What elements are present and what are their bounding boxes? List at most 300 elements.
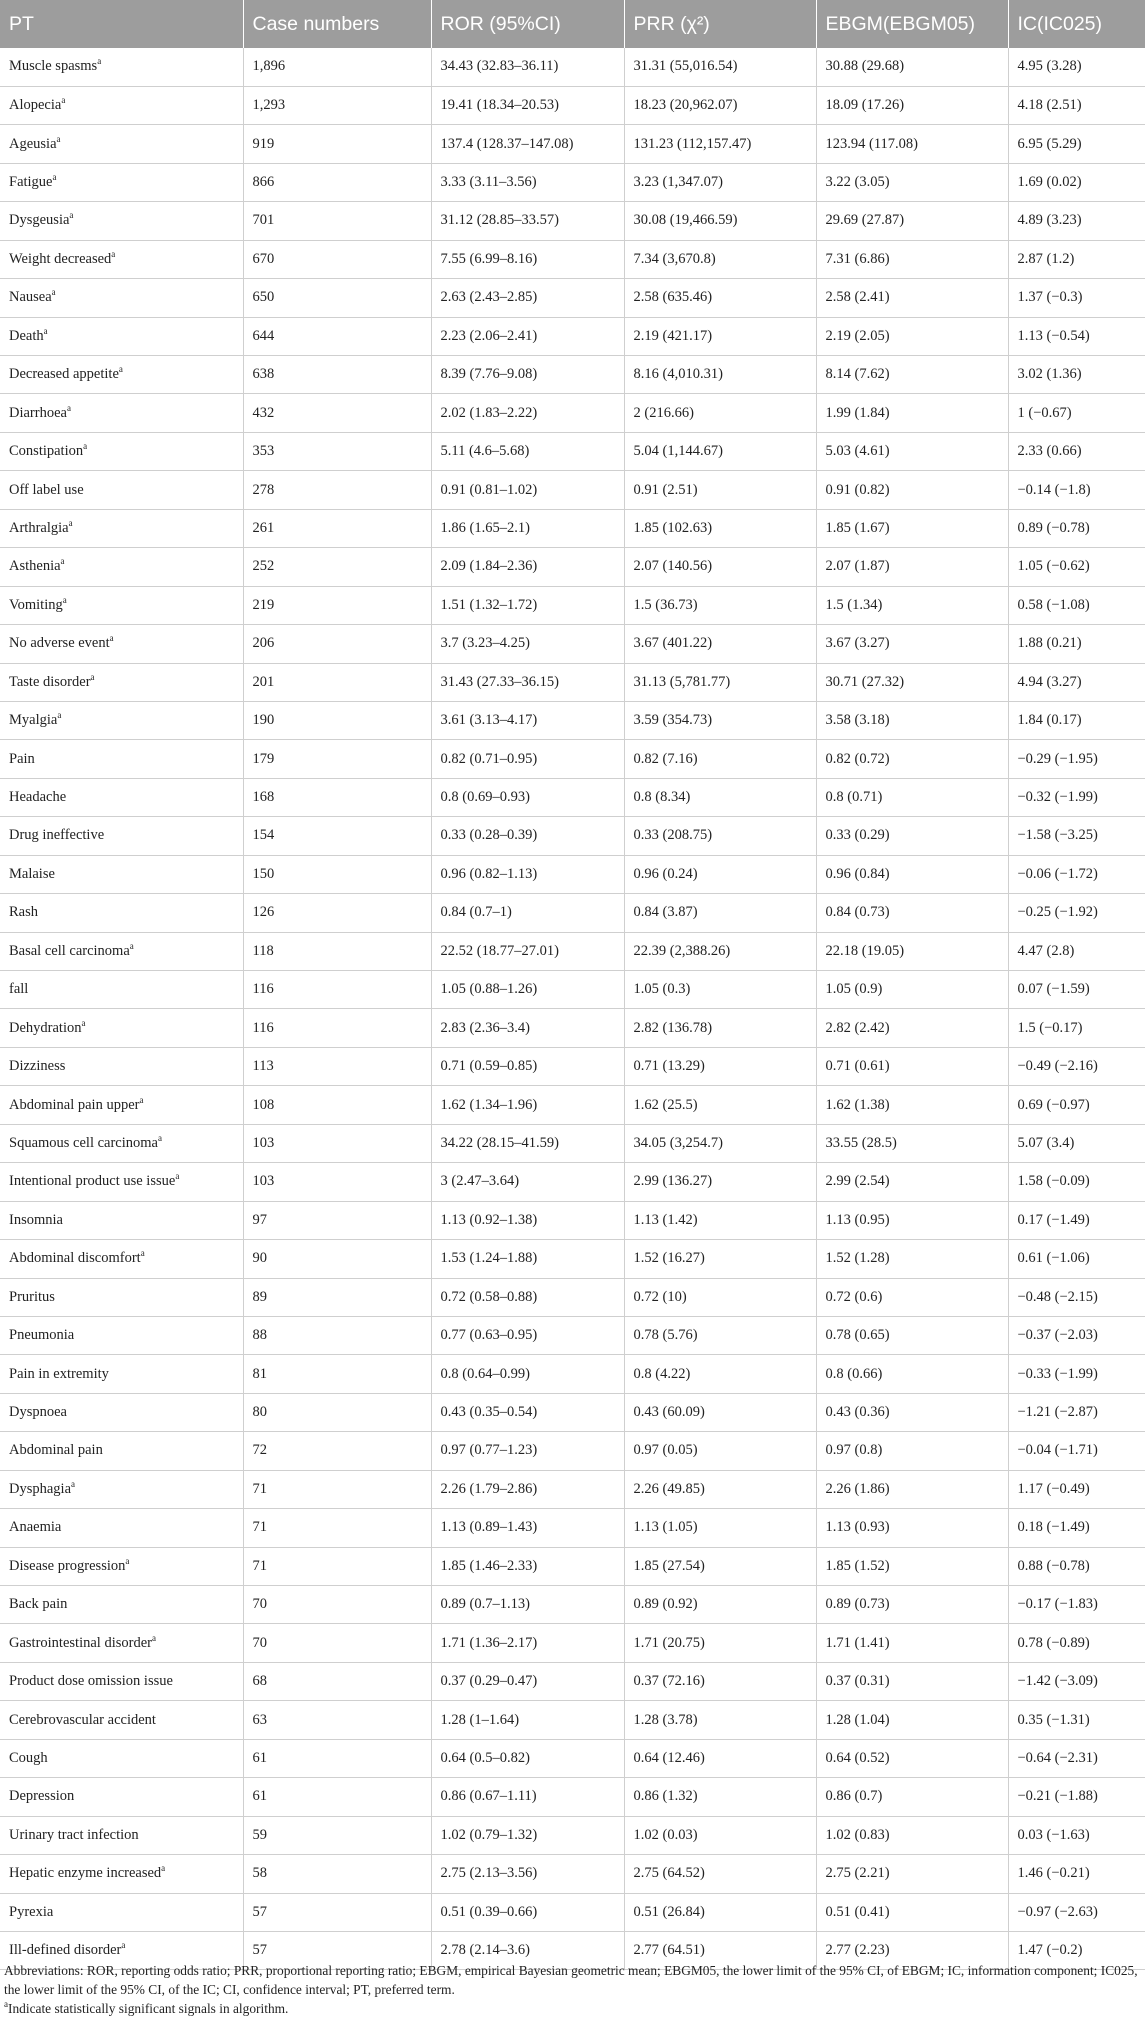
prr-cell: 2.07 (140.56) xyxy=(624,548,816,586)
pt-name: Hepatic enzyme increased xyxy=(9,1865,162,1882)
column-header-ror: ROR (95%CI) xyxy=(431,0,624,48)
pt-name: Back pain xyxy=(9,1596,68,1613)
prr-cell: 1.05 (0.3) xyxy=(624,971,816,1009)
ebgm-cell: 8.14 (7.62) xyxy=(816,356,1008,394)
prr-cell: 1.28 (3.78) xyxy=(624,1701,816,1739)
column-header-ic: IC(IC025) xyxy=(1008,0,1145,48)
pt-name: Vomiting xyxy=(9,596,63,613)
table-row xyxy=(0,163,1145,201)
signal-marker: a xyxy=(111,248,116,259)
table-row xyxy=(0,125,1145,163)
pt-name: Alopecia xyxy=(9,97,62,114)
signal-note xyxy=(4,1999,1139,2018)
ror-cell: 31.43 (27.33–36.15) xyxy=(431,663,624,701)
prr-cell: 7.34 (3,670.8) xyxy=(624,240,816,278)
pt-name: Constipation xyxy=(9,443,84,460)
prr-cell: 1.85 (27.54) xyxy=(624,1547,816,1585)
signal-marker: a xyxy=(125,1555,130,1566)
table-row xyxy=(0,778,1145,816)
ic-cell: −0.64 (−2.31) xyxy=(1008,1739,1145,1777)
pt-name: Weight decreased xyxy=(9,250,112,267)
ror-cell: 2.26 (1.79–2.86) xyxy=(431,1470,624,1508)
pt-cell xyxy=(0,548,243,586)
ror-cell: 5.11 (4.6–5.68) xyxy=(431,432,624,470)
ic-cell: 1.13 (−0.54) xyxy=(1008,317,1145,355)
case-numbers-cell: 278 xyxy=(243,471,431,509)
case-numbers-cell: 97 xyxy=(243,1201,431,1239)
case-numbers-cell: 103 xyxy=(243,1163,431,1201)
prr-cell: 0.96 (0.24) xyxy=(624,855,816,893)
ror-cell: 1.62 (1.34–1.96) xyxy=(431,1086,624,1124)
case-numbers-cell: 71 xyxy=(243,1470,431,1508)
signal-marker: a xyxy=(62,594,67,605)
table-row xyxy=(0,932,1145,970)
ebgm-cell: 0.84 (0.73) xyxy=(816,894,1008,932)
pt-name: Decreased appetite xyxy=(9,366,119,383)
pt-name: Malaise xyxy=(9,865,55,882)
ebgm-cell: 22.18 (19.05) xyxy=(816,932,1008,970)
prr-cell: 0.72 (10) xyxy=(624,1278,816,1316)
table-row xyxy=(0,1509,1145,1547)
ic-cell: 1.5 (−0.17) xyxy=(1008,1009,1145,1047)
prr-cell: 131.23 (112,157.47) xyxy=(624,125,816,163)
signal-marker: a xyxy=(121,1940,126,1951)
table-row xyxy=(0,1739,1145,1777)
signal-marker: a xyxy=(51,287,56,298)
table-row xyxy=(0,817,1145,855)
ror-cell: 0.33 (0.28–0.39) xyxy=(431,817,624,855)
table-row xyxy=(0,509,1145,547)
ebgm-cell: 1.28 (1.04) xyxy=(816,1701,1008,1739)
pt-cell xyxy=(0,740,243,778)
ebgm-cell: 2.58 (2.41) xyxy=(816,279,1008,317)
ror-cell: 8.39 (7.76–9.08) xyxy=(431,356,624,394)
pt-name: Ageusia xyxy=(9,135,57,152)
prr-cell: 8.16 (4,010.31) xyxy=(624,356,816,394)
table-row xyxy=(0,1278,1145,1316)
pt-name: Death xyxy=(9,327,44,344)
ror-cell: 19.41 (18.34–20.53) xyxy=(431,86,624,124)
pt-cell xyxy=(0,625,243,663)
prr-cell: 3.67 (401.22) xyxy=(624,625,816,663)
pt-cell xyxy=(0,1662,243,1700)
pt-name: Pneumonia xyxy=(9,1327,75,1344)
pt-name: Urinary tract infection xyxy=(9,1826,139,1843)
ic-cell: −0.25 (−1.92) xyxy=(1008,894,1145,932)
ebgm-cell: 123.94 (117.08) xyxy=(816,125,1008,163)
pt-name: Drug ineffective xyxy=(9,827,105,844)
case-numbers-cell: 353 xyxy=(243,432,431,470)
ebgm-cell: 1.05 (0.9) xyxy=(816,971,1008,1009)
ic-cell: 0.35 (−1.31) xyxy=(1008,1701,1145,1739)
ror-cell: 2.02 (1.83–2.22) xyxy=(431,394,624,432)
ic-cell: 6.95 (5.29) xyxy=(1008,125,1145,163)
ebgm-cell: 33.55 (28.5) xyxy=(816,1124,1008,1162)
pt-name: Cerebrovascular accident xyxy=(9,1711,156,1728)
ic-cell: 0.89 (−0.78) xyxy=(1008,509,1145,547)
pt-cell xyxy=(0,1586,243,1624)
ic-cell: 1.46 (−0.21) xyxy=(1008,1855,1145,1893)
table-row xyxy=(0,1624,1145,1662)
ebgm-cell: 0.37 (0.31) xyxy=(816,1662,1008,1700)
case-numbers-cell: 150 xyxy=(243,855,431,893)
pt-cell xyxy=(0,971,243,1009)
prr-cell: 0.86 (1.32) xyxy=(624,1778,816,1816)
ebgm-cell: 0.96 (0.84) xyxy=(816,855,1008,893)
signal-marker: a xyxy=(129,940,134,951)
pt-cell xyxy=(0,1240,243,1278)
pt-cell xyxy=(0,1124,243,1162)
ror-cell: 2.63 (2.43–2.85) xyxy=(431,279,624,317)
signal-marker: a xyxy=(61,95,66,106)
signal-marker: a xyxy=(83,441,88,452)
ror-cell: 3.33 (3.11–3.56) xyxy=(431,163,624,201)
ic-cell: 4.89 (3.23) xyxy=(1008,202,1145,240)
ic-cell: 2.33 (0.66) xyxy=(1008,432,1145,470)
signal-marker: a xyxy=(90,671,95,682)
case-numbers-cell: 71 xyxy=(243,1509,431,1547)
pt-name: Depression xyxy=(9,1788,75,1805)
pt-cell xyxy=(0,48,243,86)
case-numbers-cell: 61 xyxy=(243,1778,431,1816)
pt-cell xyxy=(0,125,243,163)
pt-cell xyxy=(0,509,243,547)
ror-cell: 137.4 (128.37–147.08) xyxy=(431,125,624,163)
ebgm-cell: 2.75 (2.21) xyxy=(816,1855,1008,1893)
ic-cell: −1.58 (−3.25) xyxy=(1008,817,1145,855)
pt-name: Fatigue xyxy=(9,174,53,191)
prr-cell: 0.82 (7.16) xyxy=(624,740,816,778)
column-header-ebgm: EBGM(EBGM05) xyxy=(816,0,1008,48)
ic-cell: 5.07 (3.4) xyxy=(1008,1124,1145,1162)
pt-name: Pruritus xyxy=(9,1288,55,1305)
pt-cell xyxy=(0,1778,243,1816)
table-row xyxy=(0,1470,1145,1508)
prr-cell: 0.43 (60.09) xyxy=(624,1393,816,1431)
table-row xyxy=(0,48,1145,86)
case-numbers-cell: 432 xyxy=(243,394,431,432)
table-row xyxy=(0,1047,1145,1085)
ror-cell: 0.96 (0.82–1.13) xyxy=(431,855,624,893)
pt-name: Intentional product use issue xyxy=(9,1173,176,1190)
table-header-row xyxy=(0,0,1145,48)
ebgm-cell: 0.89 (0.73) xyxy=(816,1586,1008,1624)
table-row xyxy=(0,1124,1145,1162)
case-numbers-cell: 58 xyxy=(243,1855,431,1893)
table-row xyxy=(0,1393,1145,1431)
ror-cell: 7.55 (6.99–8.16) xyxy=(431,240,624,278)
case-numbers-cell: 650 xyxy=(243,279,431,317)
table-row xyxy=(0,1009,1145,1047)
case-numbers-cell: 866 xyxy=(243,163,431,201)
case-numbers-cell: 113 xyxy=(243,1047,431,1085)
pt-cell xyxy=(0,1739,243,1777)
pt-cell xyxy=(0,279,243,317)
signal-marker: a xyxy=(56,133,61,144)
case-numbers-cell: 89 xyxy=(243,1278,431,1316)
ic-cell: 1.69 (0.02) xyxy=(1008,163,1145,201)
pt-name: Dysgeusia xyxy=(9,212,70,229)
prr-cell: 2.99 (136.27) xyxy=(624,1163,816,1201)
signal-marker: a xyxy=(140,1248,145,1259)
pt-cell xyxy=(0,163,243,201)
prr-cell: 3.59 (354.73) xyxy=(624,701,816,739)
case-numbers-cell: 1,896 xyxy=(243,48,431,86)
pt-cell xyxy=(0,1432,243,1470)
ebgm-cell: 2.77 (2.23) xyxy=(816,1931,1008,1969)
ebgm-cell: 1.62 (1.38) xyxy=(816,1086,1008,1124)
pt-name: Headache xyxy=(9,789,67,806)
pt-cell xyxy=(0,202,243,240)
ic-cell: −0.29 (−1.95) xyxy=(1008,740,1145,778)
table-row xyxy=(0,1432,1145,1470)
pt-name: Dizziness xyxy=(9,1058,66,1075)
table-row xyxy=(0,1701,1145,1739)
pt-cell xyxy=(0,394,243,432)
ic-cell: 0.17 (−1.49) xyxy=(1008,1201,1145,1239)
prr-cell: 31.31 (55,016.54) xyxy=(624,48,816,86)
prr-cell: 1.02 (0.03) xyxy=(624,1816,816,1854)
pt-name: Muscle spasms xyxy=(9,58,98,75)
pt-name: Pain in extremity xyxy=(9,1365,109,1382)
pt-cell xyxy=(0,1509,243,1547)
column-header-pt: PT xyxy=(0,0,243,48)
table-row xyxy=(0,1778,1145,1816)
prr-cell: 0.37 (72.16) xyxy=(624,1662,816,1700)
prr-cell: 2.77 (64.51) xyxy=(624,1931,816,1969)
table-row xyxy=(0,1163,1145,1201)
pt-cell xyxy=(0,1470,243,1508)
pt-name: Diarrhoea xyxy=(9,404,67,421)
prr-cell: 0.84 (3.87) xyxy=(624,894,816,932)
ic-cell: 0.07 (−1.59) xyxy=(1008,971,1145,1009)
prr-cell: 0.64 (12.46) xyxy=(624,1739,816,1777)
prr-cell: 2.58 (635.46) xyxy=(624,279,816,317)
table-row xyxy=(0,1816,1145,1854)
ic-cell: 1.05 (−0.62) xyxy=(1008,548,1145,586)
ror-cell: 0.84 (0.7–1) xyxy=(431,894,624,932)
ic-cell: −0.37 (−2.03) xyxy=(1008,1316,1145,1354)
case-numbers-cell: 57 xyxy=(243,1893,431,1931)
ror-cell: 0.43 (0.35–0.54) xyxy=(431,1393,624,1431)
pt-name: Cough xyxy=(9,1749,48,1766)
column-header-case-numbers: Case numbers xyxy=(243,0,431,48)
pt-cell xyxy=(0,1816,243,1854)
pt-name: Insomnia xyxy=(9,1211,63,1228)
ic-cell: −1.21 (−2.87) xyxy=(1008,1393,1145,1431)
prr-cell: 0.97 (0.05) xyxy=(624,1432,816,1470)
table-row xyxy=(0,202,1145,240)
ror-cell: 3.61 (3.13–4.17) xyxy=(431,701,624,739)
column-header-prr: PRR (χ²) xyxy=(624,0,816,48)
ebgm-cell: 0.33 (0.29) xyxy=(816,817,1008,855)
ebgm-cell: 0.86 (0.7) xyxy=(816,1778,1008,1816)
ic-cell: 0.61 (−1.06) xyxy=(1008,1240,1145,1278)
pt-cell xyxy=(0,586,243,624)
case-numbers-cell: 116 xyxy=(243,971,431,1009)
pt-name: Off label use xyxy=(9,481,84,498)
signal-marker: a xyxy=(66,402,71,413)
pt-cell xyxy=(0,855,243,893)
ebgm-cell: 3.58 (3.18) xyxy=(816,701,1008,739)
case-numbers-cell: 80 xyxy=(243,1393,431,1431)
case-numbers-cell: 179 xyxy=(243,740,431,778)
ror-cell: 0.91 (0.81–1.02) xyxy=(431,471,624,509)
pt-cell xyxy=(0,1701,243,1739)
pt-cell xyxy=(0,932,243,970)
pt-cell xyxy=(0,663,243,701)
ror-cell: 0.8 (0.69–0.93) xyxy=(431,778,624,816)
prr-cell: 34.05 (3,254.7) xyxy=(624,1124,816,1162)
signal-marker: a xyxy=(81,1017,86,1028)
ror-cell: 31.12 (28.85–33.57) xyxy=(431,202,624,240)
pt-cell xyxy=(0,1893,243,1931)
ic-cell: −0.14 (−1.8) xyxy=(1008,471,1145,509)
ebgm-cell: 0.8 (0.66) xyxy=(816,1355,1008,1393)
ic-cell: 0.88 (−0.78) xyxy=(1008,1547,1145,1585)
ror-cell: 2.09 (1.84–2.36) xyxy=(431,548,624,586)
pt-name: Taste disorder xyxy=(9,673,91,690)
case-numbers-cell: 261 xyxy=(243,509,431,547)
prr-cell: 1.85 (102.63) xyxy=(624,509,816,547)
ic-cell: 2.87 (1.2) xyxy=(1008,240,1145,278)
ror-cell: 1.51 (1.32–1.72) xyxy=(431,586,624,624)
ror-cell: 1.71 (1.36–2.17) xyxy=(431,1624,624,1662)
signal-marker: a xyxy=(71,1478,76,1489)
signal-marker: a xyxy=(4,1999,8,2009)
ebgm-cell: 2.07 (1.87) xyxy=(816,548,1008,586)
prr-cell: 2.26 (49.85) xyxy=(624,1470,816,1508)
ror-cell: 2.78 (2.14–3.6) xyxy=(431,1931,624,1969)
prr-cell: 0.51 (26.84) xyxy=(624,1893,816,1931)
prr-cell: 2.82 (136.78) xyxy=(624,1009,816,1047)
ic-cell: −0.21 (−1.88) xyxy=(1008,1778,1145,1816)
pt-name: Basal cell carcinoma xyxy=(9,942,130,959)
ror-cell: 0.72 (0.58–0.88) xyxy=(431,1278,624,1316)
ebgm-cell: 0.71 (0.61) xyxy=(816,1047,1008,1085)
pt-cell xyxy=(0,240,243,278)
ebgm-cell: 0.82 (0.72) xyxy=(816,740,1008,778)
signal-marker: a xyxy=(52,172,57,183)
ebgm-cell: 2.19 (2.05) xyxy=(816,317,1008,355)
pt-name: Asthenia xyxy=(9,558,61,575)
ebgm-cell: 0.72 (0.6) xyxy=(816,1278,1008,1316)
ebgm-cell: 1.52 (1.28) xyxy=(816,1240,1008,1278)
ic-cell: 1.58 (−0.09) xyxy=(1008,1163,1145,1201)
prr-cell: 30.08 (19,466.59) xyxy=(624,202,816,240)
case-numbers-cell: 61 xyxy=(243,1739,431,1777)
ic-cell: −0.32 (−1.99) xyxy=(1008,778,1145,816)
ic-cell: −0.97 (−2.63) xyxy=(1008,1893,1145,1931)
table-row xyxy=(0,1316,1145,1354)
prr-cell: 1.71 (20.75) xyxy=(624,1624,816,1662)
table-row xyxy=(0,971,1145,1009)
ror-cell: 1.13 (0.89–1.43) xyxy=(431,1509,624,1547)
ror-cell: 1.86 (1.65–2.1) xyxy=(431,509,624,547)
prr-cell: 5.04 (1,144.67) xyxy=(624,432,816,470)
signal-marker: a xyxy=(97,56,102,67)
table-row xyxy=(0,548,1145,586)
signal-marker: a xyxy=(60,556,65,567)
ic-cell: 4.95 (3.28) xyxy=(1008,48,1145,86)
case-numbers-cell: 201 xyxy=(243,663,431,701)
pt-name: Dehydration xyxy=(9,1019,82,1036)
case-numbers-cell: 1,293 xyxy=(243,86,431,124)
ic-cell: −1.42 (−3.09) xyxy=(1008,1662,1145,1700)
ebgm-cell: 0.97 (0.8) xyxy=(816,1432,1008,1470)
pt-name: Abdominal discomfort xyxy=(9,1250,141,1267)
ror-cell: 0.64 (0.5–0.82) xyxy=(431,1739,624,1777)
ebgm-cell: 3.22 (3.05) xyxy=(816,163,1008,201)
case-numbers-cell: 103 xyxy=(243,1124,431,1162)
pt-name: fall xyxy=(9,981,29,998)
pt-cell xyxy=(0,1278,243,1316)
pt-cell xyxy=(0,317,243,355)
pt-cell xyxy=(0,432,243,470)
abbreviations-note: Abbreviations: ROR, reporting odds ratio; PRR, proportional reporting ratio; EBGM, empirical Bayesian geometric mean; EBGM05, the lower limit of the 95% CI, of EBGM; IC, information component; IC025, the lower limit of the 95% CI, of the IC; CI, confidence interval; PT, preferred term. xyxy=(4,1963,1138,1997)
prr-cell: 31.13 (5,781.77) xyxy=(624,663,816,701)
ror-cell: 0.51 (0.39–0.66) xyxy=(431,1893,624,1931)
ic-cell: 0.18 (−1.49) xyxy=(1008,1509,1145,1547)
pt-name: Dysphagia xyxy=(9,1480,72,1497)
table-row xyxy=(0,394,1145,432)
case-numbers-cell: 63 xyxy=(243,1701,431,1739)
signal-marker: a xyxy=(57,710,62,721)
table-row xyxy=(0,356,1145,394)
signal-marker: a xyxy=(118,364,123,375)
pt-name: Squamous cell carcinoma xyxy=(9,1134,158,1151)
prr-cell: 2 (216.66) xyxy=(624,394,816,432)
ic-cell: −0.04 (−1.71) xyxy=(1008,1432,1145,1470)
ror-cell: 2.23 (2.06–2.41) xyxy=(431,317,624,355)
table-row xyxy=(0,701,1145,739)
ror-cell: 1.53 (1.24–1.88) xyxy=(431,1240,624,1278)
prr-cell: 1.13 (1.05) xyxy=(624,1509,816,1547)
ebgm-cell: 1.85 (1.52) xyxy=(816,1547,1008,1585)
pt-cell xyxy=(0,1009,243,1047)
ebgm-cell: 30.88 (29.68) xyxy=(816,48,1008,86)
case-numbers-cell: 81 xyxy=(243,1355,431,1393)
ic-cell: 4.47 (2.8) xyxy=(1008,932,1145,970)
case-numbers-cell: 72 xyxy=(243,1432,431,1470)
case-numbers-cell: 154 xyxy=(243,817,431,855)
ebgm-cell: 18.09 (17.26) xyxy=(816,86,1008,124)
pt-name: No adverse event xyxy=(9,635,110,652)
ic-cell: 1.37 (−0.3) xyxy=(1008,279,1145,317)
case-numbers-cell: 644 xyxy=(243,317,431,355)
ebgm-cell: 2.99 (2.54) xyxy=(816,1163,1008,1201)
case-numbers-cell: 70 xyxy=(243,1624,431,1662)
ror-cell: 22.52 (18.77–27.01) xyxy=(431,932,624,970)
case-numbers-cell: 108 xyxy=(243,1086,431,1124)
pt-name: Dyspnoea xyxy=(9,1404,67,1421)
signal-note-text: Indicate statistically significant signals in algorithm. xyxy=(8,2001,289,2016)
ebgm-cell: 2.82 (2.42) xyxy=(816,1009,1008,1047)
case-numbers-cell: 168 xyxy=(243,778,431,816)
ebgm-cell: 0.43 (0.36) xyxy=(816,1393,1008,1431)
table-row xyxy=(0,855,1145,893)
case-numbers-cell: 57 xyxy=(243,1931,431,1969)
table-row xyxy=(0,586,1145,624)
case-numbers-cell: 219 xyxy=(243,586,431,624)
case-numbers-cell: 118 xyxy=(243,932,431,970)
case-numbers-cell: 638 xyxy=(243,356,431,394)
pt-cell xyxy=(0,1163,243,1201)
table-row xyxy=(0,1586,1145,1624)
ror-cell: 0.77 (0.63–0.95) xyxy=(431,1316,624,1354)
ic-cell: −0.17 (−1.83) xyxy=(1008,1586,1145,1624)
ic-cell: 1.84 (0.17) xyxy=(1008,701,1145,739)
